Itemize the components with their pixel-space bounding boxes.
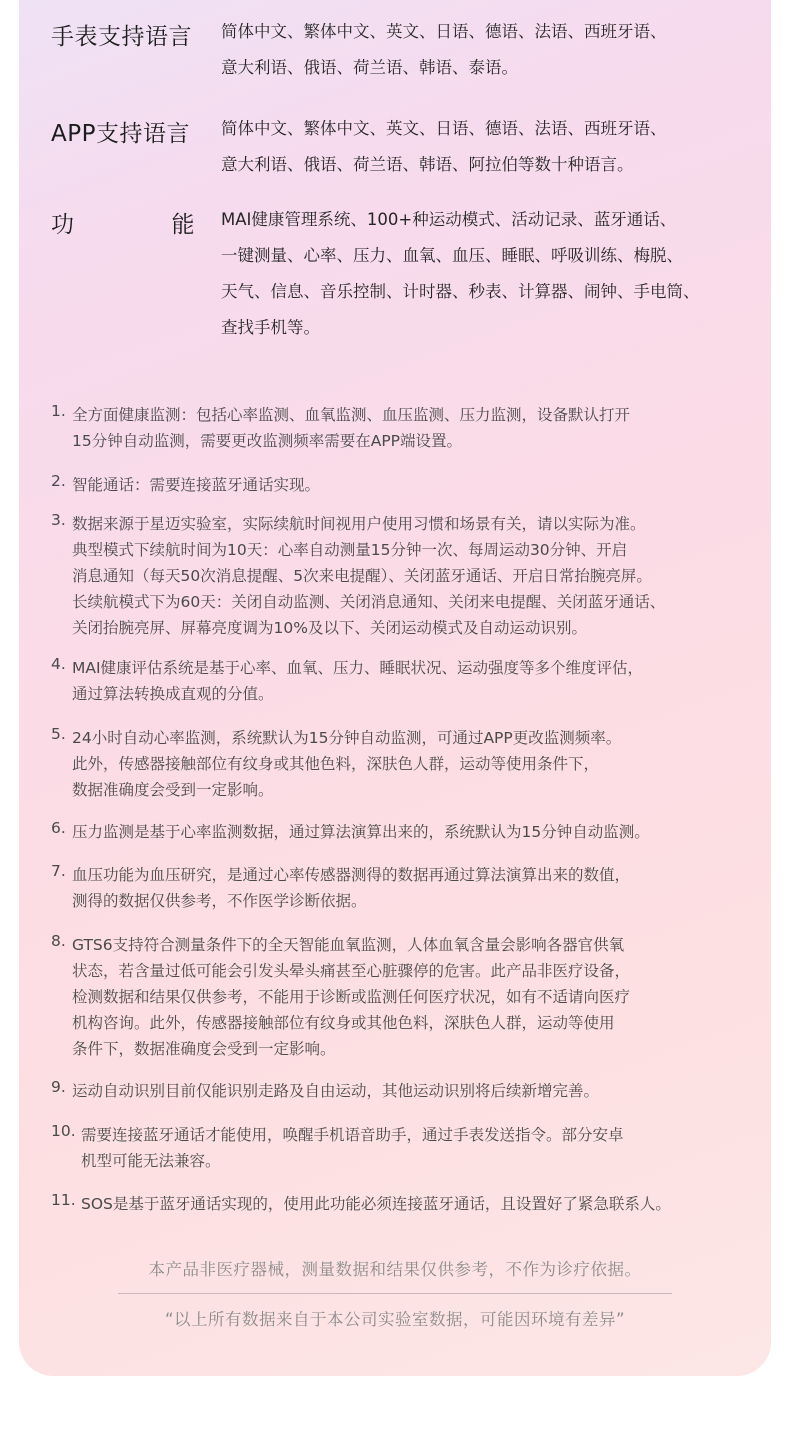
footnote-number: 1. (51, 402, 66, 420)
footnote-line: 智能通话：需要连接蓝牙通话实现。 (72, 476, 321, 494)
footnote-number: 10. (51, 1122, 76, 1140)
footnote-number: 9. (51, 1078, 66, 1096)
spec-line: 查找手机等。 (221, 318, 320, 337)
footnote-number: 8. (51, 932, 66, 950)
footnote-line: 15分钟自动监测，需要更改监测频率需要在APP端设置。 (72, 432, 463, 450)
spec-line: 意大利语、俄语、荷兰语、韩语、阿拉伯等数十种语言。 (221, 155, 634, 174)
footnote-line: 典型模式下续航时间为10天：心率自动测量15分钟一次、每周运动30分钟、开启 (72, 541, 628, 559)
footnote-line: 运动自动识别目前仅能识别走路及自由运动，其他运动识别将后续新增完善。 (72, 1082, 600, 1100)
footnote-line: 全方面健康监测：包括心率监测、血氧监测、血压监测、压力监测，设备默认打开 (72, 406, 631, 424)
footnote-number: 2. (51, 472, 66, 490)
spec-line: 简体中文、繁体中文、英文、日语、德语、法语、西班牙语、 (221, 22, 667, 41)
footnote-number: 3. (51, 511, 66, 529)
spec-value-watch-language (221, 14, 761, 86)
spec-card (19, 0, 771, 1376)
spec-label-char: 能 (171, 212, 195, 238)
footnote-line: 测得的数据仅供参考，不作医学诊断依据。 (72, 892, 367, 910)
medical-disclaimer: 本产品非医疗器械，测量数据和结果仅供参考，不作为诊疗依据。 (148, 1260, 642, 1279)
footnote-number: 4. (51, 655, 66, 673)
spec-line: 天气、信息、音乐控制、计时器、秒表、计算器、闹钟、手电筒、 (221, 282, 700, 301)
spec-label-char: 功 (51, 212, 75, 238)
footnote-line: 24小时自动心率监测，系统默认为15分钟自动监测，可通过APP更改监测频率。 (72, 729, 622, 747)
footnote-line: 关闭抬腕亮屏、屏幕亮度调为10%及以下、关闭运动模式及自动运动识别。 (72, 619, 587, 637)
footnote-line: 数据来源于星迈实验室，实际续航时间视用户使用习惯和场景有关，请以实际为准。 (72, 515, 646, 533)
footnote-line: 状态，若含量过低可能会引发头晕头痛甚至心脏骤停的危害。此产品非医疗设备， (72, 962, 631, 980)
spec-line: 意大利语、俄语、荷兰语、韩语、泰语。 (221, 58, 518, 77)
spec-label-watch-language: 手表支持语言 (51, 24, 192, 50)
footer-divider (118, 1293, 672, 1294)
footnote-line: 机型可能无法兼容。 (81, 1152, 221, 1170)
footnote-line: 压力监测是基于心率监测数据，通过算法演算出来的，系统默认为15分钟自动监测。 (72, 823, 650, 841)
footnote-line: 消息通知（每天50次消息提醒、5次来电提醒）、关闭蓝牙通话、开启日常抬腕亮屏。 (72, 567, 652, 585)
spec-value-features (221, 202, 761, 346)
footnote-line: 需要连接蓝牙通话才能使用，唤醒手机语音助手，通过手表发送指令。部分安卓 (81, 1126, 624, 1144)
footnote-number: 11. (51, 1191, 76, 1209)
footnote-line: 检测数据和结果仅供参考，不能用于诊断或监测任何医疗状况，如有不适请向医疗 (72, 988, 631, 1006)
footnote-number: 7. (51, 862, 66, 880)
footnote-line: SOS是基于蓝牙通话实现的，使用此功能必须连接蓝牙通话，且设置好了紧急联系人。 (81, 1195, 671, 1213)
spec-value-app-language (221, 111, 761, 183)
footnote-line: 血压功能为血压研究，是通过心率传感器测得的数据再通过算法演算出来的数值， (72, 866, 631, 884)
spec-label-features (51, 206, 195, 239)
spec-line: 简体中文、繁体中文、英文、日语、德语、法语、西班牙语、 (221, 119, 667, 138)
footnote-line: 长续航模式下为60天：关闭自动监测、关闭消息通知、关闭来电提醒、关闭蓝牙通话、 (72, 593, 666, 611)
spec-label-app-language: APP支持语言 (51, 121, 190, 147)
footnote-number: 6. (51, 819, 66, 837)
spec-line: 一键测量、心率、压力、血氧、血压、睡眠、呼吸训练、梅脱、 (221, 246, 683, 265)
footnote-line: 数据准确度会受到一定影响。 (72, 781, 274, 799)
footnote-number: 5. (51, 725, 66, 743)
footnote-line: 通过算法转换成直观的分值。 (72, 685, 274, 703)
footnote-line: 机构咨询。此外，传感器接触部位有纹身或其他色料，深肤色人群，运动等使用 (72, 1014, 615, 1032)
footnote-line: 此外，传感器接触部位有纹身或其他色料，深肤色人群，运动等使用条件下， (72, 755, 600, 773)
footnote-line: GTS6支持符合测量条件下的全天智能血氧监测，人体血氧含量会影响各器官供氧 (72, 936, 625, 954)
data-source-note: “以上所有数据来自于本公司实验室数据，可能因环境有差异” (164, 1310, 626, 1329)
spec-line: MAI健康管理系统、100+种运动模式、活动记录、蓝牙通话、 (221, 210, 677, 229)
footnote-line: 条件下，数据准确度会受到一定影响。 (72, 1040, 336, 1058)
footnote-line: MAI健康评估系统是基于心率、血氧、压力、睡眠状况、运动强度等多个维度评估， (72, 659, 644, 677)
